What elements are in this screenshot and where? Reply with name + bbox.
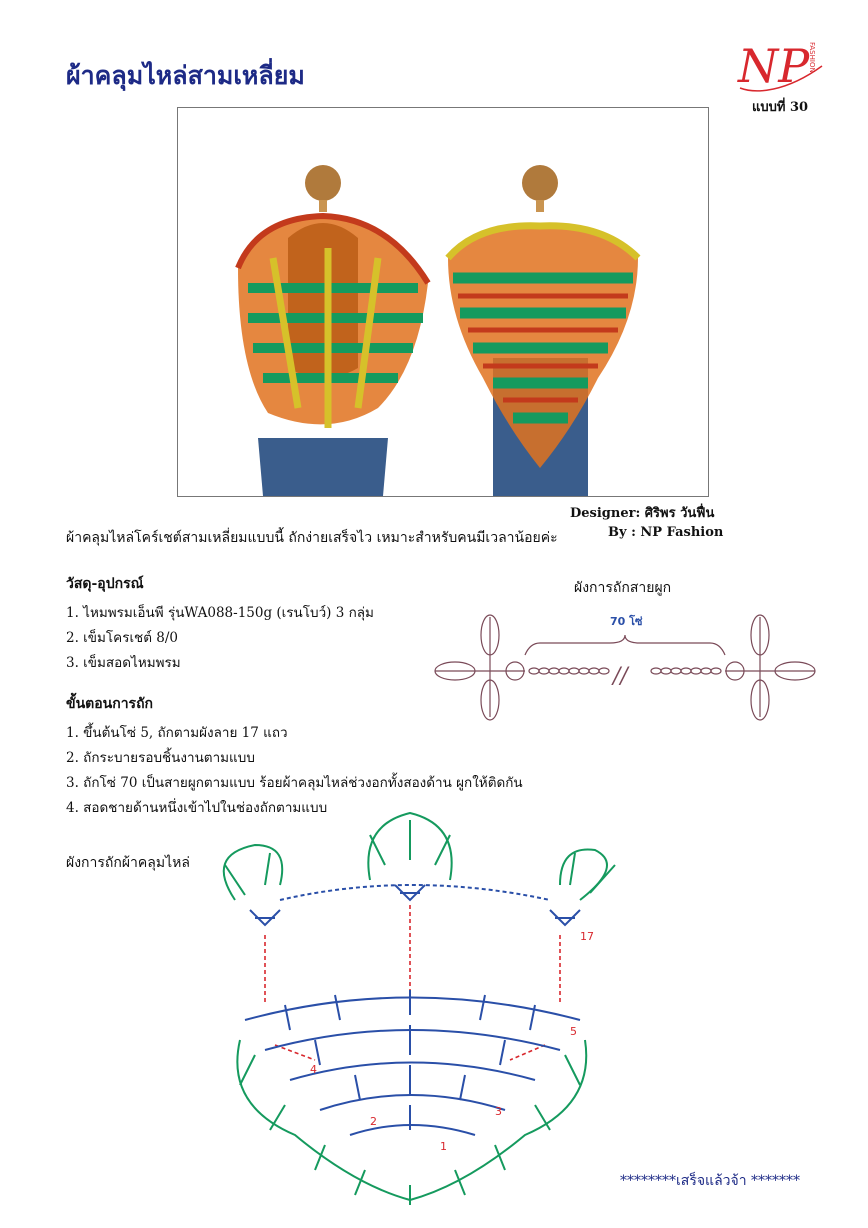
mannequin-photo-illustration [178, 108, 708, 496]
logo-text: NP [738, 39, 810, 93]
materials-item: 2. เข็มโครเชต์ 8/0 [66, 630, 179, 646]
steps-item: 3. ถักโซ่ 70 เป็นสายผูกตามแบบ ร้อยผ้าคลุมไหล่ช่วงอกทั้งสองด้าน ผูกให้ติดกัน [66, 775, 523, 791]
model-number: แบบที่ 30 [752, 100, 809, 115]
mannequin-front [238, 165, 428, 496]
designer-credit: Designer: ศิริพร วันฟื่น [570, 506, 715, 521]
chain-break-mark: // [613, 664, 628, 689]
shawl-body-blue [245, 990, 580, 1135]
top-shells [250, 885, 580, 925]
connectors [265, 905, 560, 1060]
steps-item: 2. ถักระบายรอบชิ้นงานตามแบบ [66, 750, 255, 766]
np-fashion-logo [736, 36, 826, 96]
top-flowers [224, 813, 615, 900]
chain-label: 70 โซ่ [610, 615, 643, 628]
chain-stitches-right [651, 668, 721, 674]
row-label: 5 [570, 1025, 577, 1038]
description: ผ้าคลุมไหล่โคร์เชต์สามเหลี่ยมแบบนี้ ถักง่ายเสร็จไว เหมาะสำหรับคนมีเวลาน้อยค่ะ [66, 530, 558, 546]
row-label: 2 [370, 1115, 377, 1128]
steps-item: 1. ขึ้นต้นโซ่ 5, ถักตามผังลาย 17 แถว [66, 725, 288, 741]
mannequin-back [448, 165, 638, 496]
materials-item: 1. ไหมพรมเอ็นพี รุ่นWA088-150g (เรนโบว์) 3 กลุ่ม [66, 605, 374, 621]
chain-diagram-title: ผังการถักสายผูก [574, 580, 672, 596]
row-label: 1 [440, 1140, 447, 1153]
steps-heading: ขั้นตอนการถัก [66, 696, 154, 712]
row-label: 17 [580, 930, 594, 943]
by-credit: By : NP Fashion [608, 525, 724, 540]
shawl-edging-green [237, 1040, 586, 1205]
row-label: 4 [310, 1063, 317, 1076]
product-photo [177, 107, 709, 497]
steps-item: 4. สอดชายด้านหนึ่งเข้าไปในช่องถักตามแบบ [66, 800, 328, 816]
materials-item: 3. เข็มสอดไหมพรม [66, 655, 181, 671]
shawl-diagram-title: ผังการถักผ้าคลุมไหล่ [66, 855, 190, 871]
chain-tie-diagram [430, 605, 820, 730]
materials-heading: วัสดุ-อุปกรณ์ [66, 576, 144, 592]
shawl-stitch-diagram [195, 805, 655, 1210]
chain-stitches-left [529, 668, 609, 674]
page-title: ผ้าคลุมไหล่สามเหลี่ยม [66, 61, 305, 90]
logo-subtext: FASHION [808, 42, 816, 73]
row-label: 3 [495, 1105, 502, 1118]
finish-note: ********เสร็จแล้วจ้า ******* [620, 1173, 801, 1189]
